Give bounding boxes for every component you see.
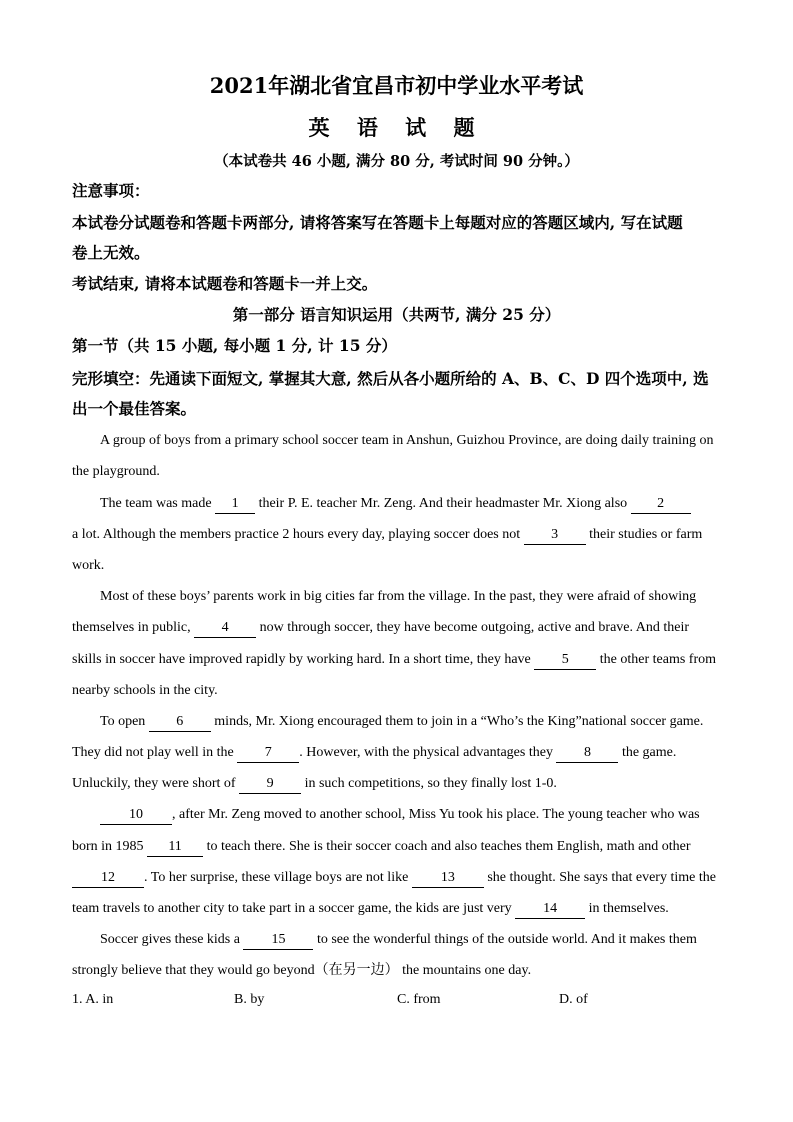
blank-7: 7 <box>237 744 299 763</box>
blank-6: 6 <box>149 713 211 732</box>
blank-9: 9 <box>239 775 301 794</box>
question-1-option-a: 1. A. in <box>72 992 114 1007</box>
blank-4: 4 <box>194 619 256 638</box>
instructions-line-2: 出一个最佳答案。 <box>72 399 197 418</box>
subject-title: 英 语 试 题 <box>308 115 485 140</box>
section1-heading: 第一节（共 15 小题, 每小题 1 分, 计 15 分） <box>72 336 397 355</box>
blank-3: 3 <box>524 526 586 545</box>
question-1-option-b: B. by <box>234 992 265 1007</box>
notes-line-3: 考试结束, 请将本试题卷和答题卡一并上交。 <box>72 274 378 293</box>
blank-8: 8 <box>556 744 618 763</box>
blank-1: 1 <box>215 495 255 514</box>
passage-line: skills in soccer have improved rapidly by working hard. In a short time, they have 5 the other teams from <box>72 644 732 675</box>
blank-5: 5 <box>534 651 596 670</box>
passage-line: the playground. <box>72 464 160 479</box>
part1-heading: 第一部分 语言知识运用（共两节, 满分 25 分） <box>232 305 561 324</box>
exam-info: （本试卷共 46 小题, 满分 80 分, 考试时间 90 分钟。） <box>214 153 579 170</box>
passage-line: A group of boys from a primary school soccer team in Anshun, Guizhou Province, are doing daily training on <box>100 433 714 448</box>
notes-line-2: 卷上无效。 <box>72 243 150 262</box>
passage-line: born in 1985 11 to teach there. She is their soccer coach and also teaches them English, math and other <box>72 831 732 862</box>
passage-line: Unluckily, they were short of 9 in such competitions, so they finally lost 1-0. <box>72 768 732 799</box>
passage-line: 12 . To her surprise, these village boys are not like 13 she thought. She says that every time the <box>72 862 732 893</box>
instructions-line-1: 完形填空：先通读下面短文, 掌握其大意, 然后从各小题所给的 A、B、C、D 四个选项中, 选 <box>72 369 709 388</box>
passage-line: themselves in public, 4 now through soccer, they have become outgoing, active and brave. And their <box>72 612 732 643</box>
question-1-option-c: C. from <box>397 992 441 1007</box>
blank-10: 10 <box>100 806 172 825</box>
blank-11: 11 <box>147 838 203 857</box>
passage-line: a lot. Although the members practice 2 hours every day, playing soccer does not 3 their studies or farm <box>72 519 732 550</box>
blank-15: 15 <box>243 931 313 950</box>
passage-line: work. <box>72 558 105 573</box>
passage-line: team travels to another city to take part in a soccer game, the kids are just very 14 in themselves. <box>72 893 732 924</box>
blank-14: 14 <box>515 900 585 919</box>
notes-line-1: 本试卷分试题卷和答题卡两部分, 请将答案写在答题卡上每题对应的答题区域内, 写在试题 <box>72 213 683 232</box>
blank-13: 13 <box>412 869 484 888</box>
blank-2: 2 <box>631 495 691 514</box>
passage-line: 10 , after Mr. Zeng moved to another school, Miss Yu took his place. The young teacher who was <box>100 799 760 830</box>
passage-line: strongly believe that they would go beyond（在另一边） the mountains one day. <box>72 963 532 978</box>
notes-heading: 注意事项： <box>72 181 150 200</box>
passage-line: They did not play well in the 7 . However, with the physical advantages they 8 the game. <box>72 737 732 768</box>
passage-line: Soccer gives these kids a 15 to see the wonderful things of the outside world. And it makes them <box>100 924 760 955</box>
question-1-option-d: D. of <box>559 992 588 1007</box>
passage-line: The team was made 1 their P. E. teacher Mr. Zeng. And their headmaster Mr. Xiong also 2 <box>100 488 760 519</box>
blank-12: 12 <box>72 869 144 888</box>
passage-line: nearby schools in the city. <box>72 683 218 698</box>
passage-line: Most of these boys’ parents work in big cities far from the village. In the past, they were afraid of showing <box>100 589 697 604</box>
exam-title: 2021年湖北省宜昌市初中学业水平考试 <box>209 73 584 98</box>
passage-line: To open 6 minds, Mr. Xiong encouraged them to join in a “Who’s the King”national soccer game. <box>100 706 760 737</box>
